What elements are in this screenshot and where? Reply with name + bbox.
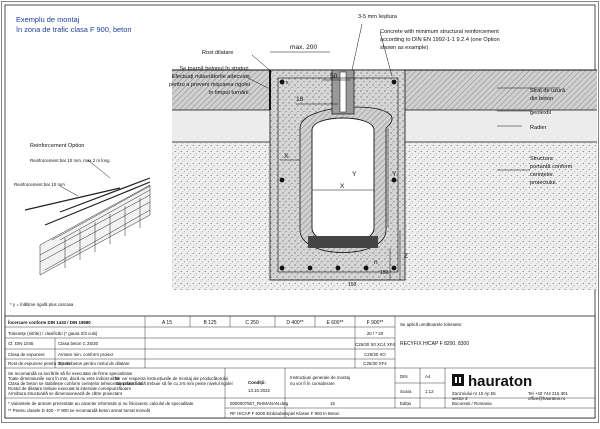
label-pouring-3: pentru a preveni mișcarea rigolei bbox=[168, 82, 250, 88]
note-title: Se recomandă ca lucrările să fie executate de firme specializate bbox=[8, 371, 133, 376]
note-2: Clasa de beton se stabilește conform cerințelor tehnice ale proiectului bbox=[8, 381, 144, 386]
row1-label: Încercare conform DIN 1433 / DIN 19580 bbox=[8, 320, 91, 325]
label-structure-2: portantă conform bbox=[530, 164, 573, 170]
label-reinforcement-option: Reinforcement Option bbox=[30, 143, 85, 149]
label-rost: Rost dilatare bbox=[202, 50, 234, 56]
footnote: * y = înălțime rigolă plus carcasa bbox=[10, 302, 74, 307]
row4-b: Tip de beton pentru rostul de dilatare bbox=[58, 361, 130, 366]
label-concrete-note-2: according to DIN EN 1992-1-1 9.2.4 (one Option bbox=[380, 37, 500, 43]
channel-foot bbox=[308, 236, 378, 248]
address-1: Zarizoiului nr 10 Ap 55 bbox=[452, 391, 496, 396]
reinforcement-drawing bbox=[25, 160, 150, 275]
label-dim50: 50 bbox=[330, 73, 338, 80]
label-wear-1: Strat de uzură bbox=[530, 88, 566, 94]
page-no: 15 bbox=[330, 401, 335, 406]
leader-rost bbox=[252, 55, 272, 72]
instructions2: nu vor fi în considerare bbox=[290, 381, 335, 386]
row2-value-2: C25/30 X0 XC4 XF4 bbox=[355, 342, 395, 347]
label-pouring-4: în timpul turnării. bbox=[208, 90, 250, 96]
label-structure-3: cerințelor bbox=[530, 172, 554, 178]
row3-value-2: C25/30 XF4 bbox=[363, 361, 387, 366]
row3-value-1: C25/30 XO bbox=[364, 352, 386, 357]
class-b125: B 125 bbox=[203, 320, 217, 326]
row4-c: Rost de expunere pentru armare bbox=[8, 361, 72, 366]
leader-rebar-side bbox=[60, 186, 78, 196]
row2-label: Toleranțe (nitrite) / clasificări (* gaura 2/3 cutii) bbox=[8, 331, 98, 336]
row3-b: Clasa beton C 25/30 bbox=[58, 341, 99, 346]
product-name: RECYFIX HICAP F 8200, 8300 bbox=[400, 341, 470, 347]
class-e600: E 600** bbox=[326, 320, 344, 326]
drawing-no: 0000007567_RHMANAN.dwg bbox=[230, 401, 289, 406]
title-line2: în zona de trafic clasa F 900, beton bbox=[16, 25, 132, 34]
note-1: Toate dimensiunile sunt în mm, dacă nu este indicat altfel bbox=[8, 376, 120, 381]
note-5: Se vor respecta instrucțiunile de montaj ale producătorului bbox=[115, 376, 228, 381]
din-label: DIN bbox=[400, 374, 408, 379]
brand-name: hauraton bbox=[468, 373, 533, 390]
format: A4 bbox=[425, 374, 431, 379]
label-wear-2: din beton bbox=[530, 96, 554, 102]
leader-gap bbox=[352, 24, 362, 70]
row4-a: Armare min. conform proiect bbox=[58, 352, 114, 357]
label-dim-y: Y bbox=[392, 171, 397, 178]
phone: Tel +40 744 215 301 bbox=[528, 391, 568, 396]
class-a15: A 15 bbox=[161, 320, 173, 326]
row2-value-1: 20 / * 20 bbox=[366, 331, 384, 336]
label-surface-gap: 3-5 mm îeșitura bbox=[358, 14, 397, 20]
label-rebar-side: Reinforcement bar 10 mm bbox=[14, 182, 65, 187]
label-rebar-top: Reinforcement bar 10 mm, max 2 m long bbox=[30, 158, 110, 163]
scale: 1:12 bbox=[425, 389, 434, 394]
date: 13.10.2022 bbox=[248, 388, 270, 393]
label-pouring-1: Se toarnă betonul în straturi. bbox=[179, 66, 250, 72]
right-label: Se aplică următoarele tolerante: bbox=[400, 322, 463, 327]
label-pouring-2: Efectuați măsurătorile adecvate bbox=[171, 74, 250, 80]
address-2: sector 2 bbox=[452, 396, 468, 401]
footer-note-2: ** Pentru clasele D 400 - F 900 se recomandă beton armat turnat monolit bbox=[8, 408, 151, 413]
class-d400: D 400** bbox=[286, 320, 304, 326]
note-3: Rostul de dilatare trebuie executat la intervale corespunzătoare bbox=[8, 386, 132, 391]
label-dim5: 5 bbox=[286, 80, 289, 85]
instructions: Instrucțiuni generale de montaj bbox=[290, 375, 351, 380]
label-structure-4: proiectului. bbox=[530, 180, 558, 186]
label-structure-1: Structura bbox=[530, 156, 553, 162]
label-concrete-note-3: shown as example) bbox=[380, 45, 429, 51]
address-3: București / Romania bbox=[452, 401, 492, 406]
edition: Ediția bbox=[400, 401, 411, 406]
label-dim-x2: X bbox=[340, 183, 345, 190]
class-f900: F 900** bbox=[366, 320, 384, 326]
footer-note-1: * Variantele de armare prezentate au caracter informativ și nu înlocuiesc calculul de specialitate bbox=[8, 401, 194, 406]
class-c250: C 250 bbox=[245, 320, 259, 326]
label-dim18: 18 bbox=[296, 96, 304, 103]
scale-label: Scara bbox=[400, 389, 412, 394]
channel-inner bbox=[312, 118, 374, 243]
label-dim-x: X bbox=[284, 153, 289, 160]
note-6: Suprafața finală trebuie să fie cu 3-5 mm peste nivelul rigolei bbox=[115, 381, 233, 386]
label-dim-z: Z bbox=[404, 253, 409, 260]
label-dim-150b: 150 bbox=[348, 282, 357, 288]
label-max200: max. 200 bbox=[290, 44, 318, 51]
note-4: Armătura structurală se dimensionează de către proiectant bbox=[8, 391, 122, 396]
label-radier: Radier bbox=[530, 125, 547, 131]
label-dim-y2: Y bbox=[352, 171, 357, 178]
title-line1: Exemplu de montaj bbox=[16, 15, 80, 24]
row3-c: Clasa de expunere bbox=[8, 352, 45, 357]
label-dim-n: n bbox=[374, 259, 378, 266]
drawing-title: RF HICAP F 8200 Einbaubeispiel Klasse F 900 In Beton bbox=[230, 411, 340, 416]
condition-label: Condiții: bbox=[248, 380, 266, 385]
label-concrete-note-1: Concrete with minimum structural reinforcement bbox=[380, 29, 499, 35]
label-geotextile: geotextil bbox=[530, 110, 551, 116]
row3-a: Cf. DIN 1045 bbox=[8, 341, 34, 346]
label-dim-150: 150 bbox=[380, 270, 389, 276]
email: office@hauraton.ro bbox=[528, 396, 566, 401]
